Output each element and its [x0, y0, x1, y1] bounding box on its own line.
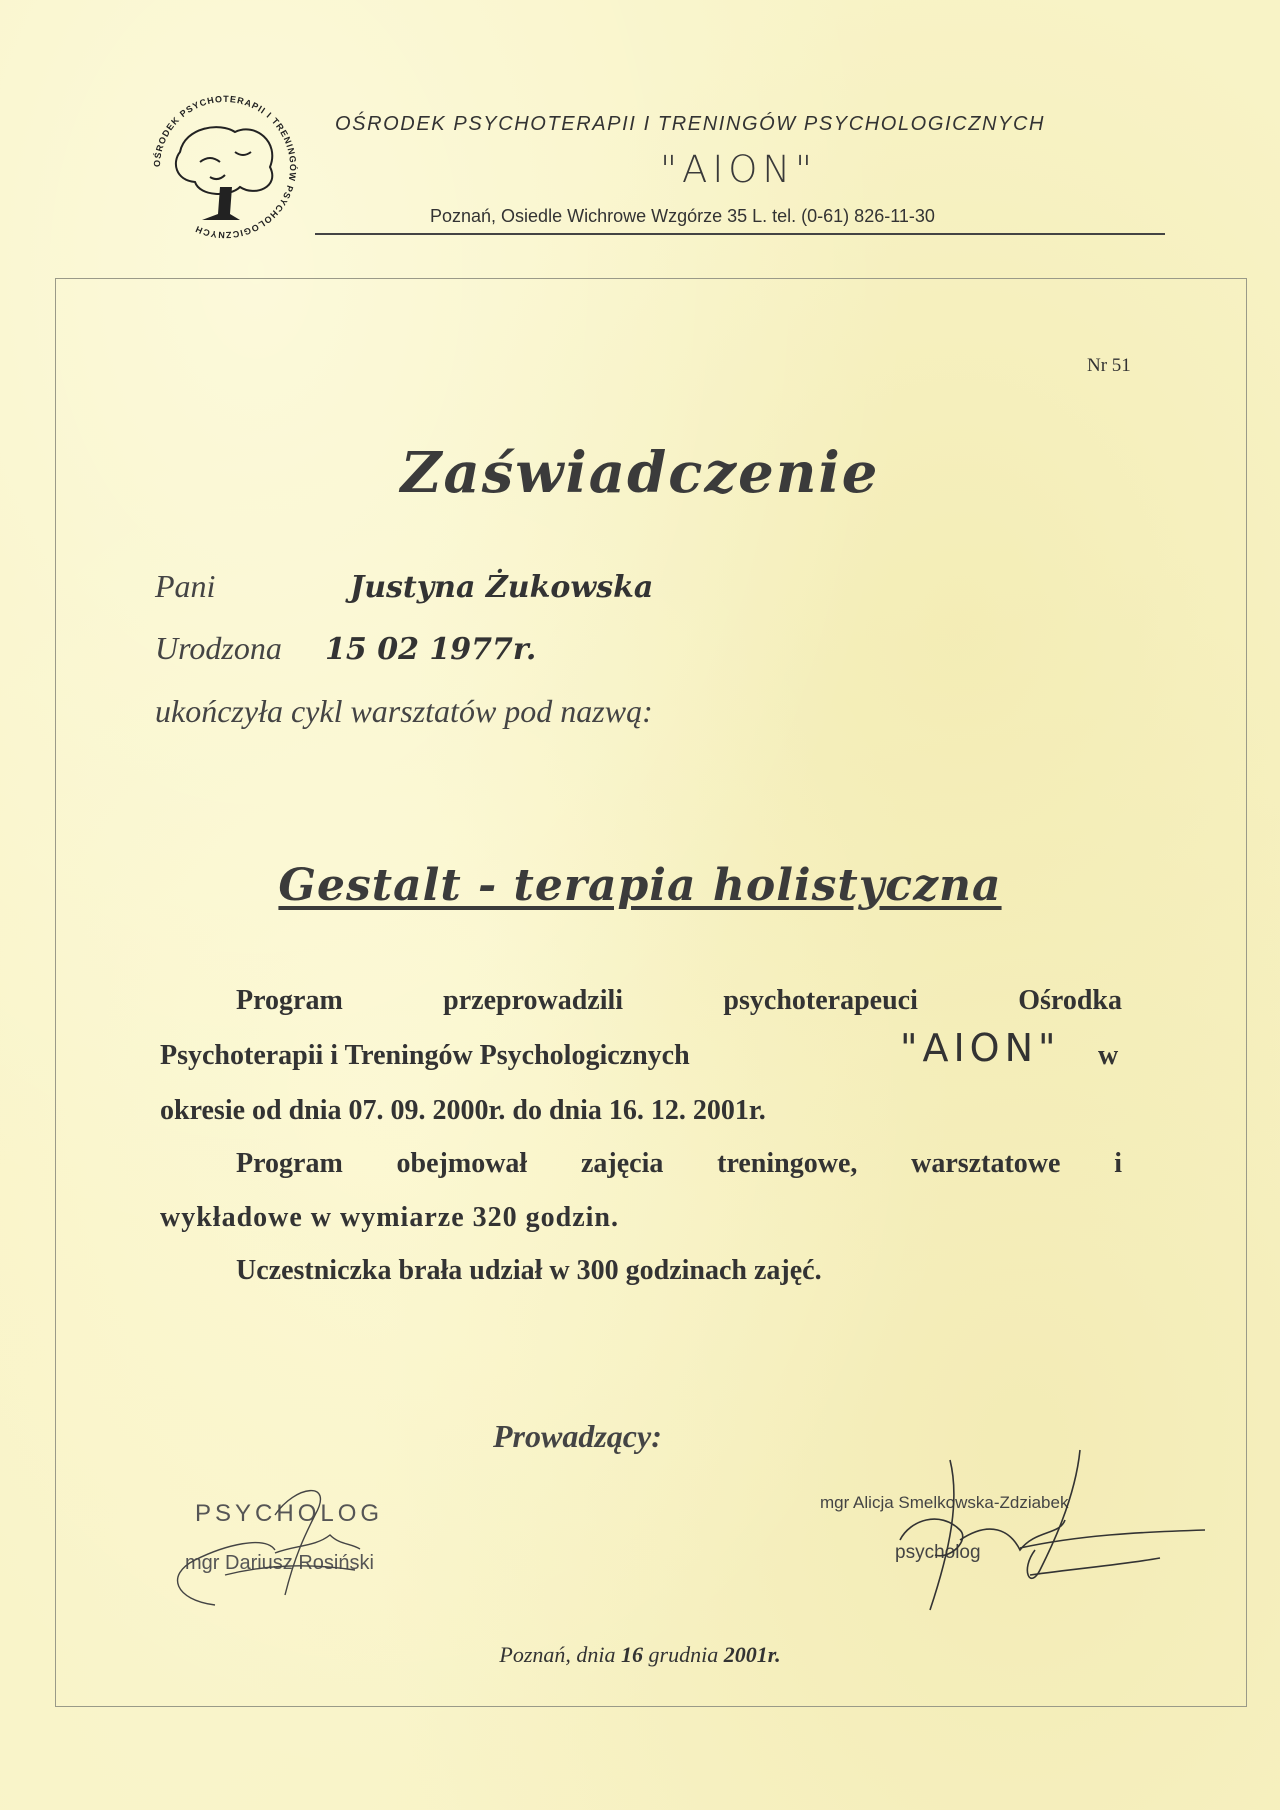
para2-word: obejmował — [396, 1148, 528, 1179]
right-stamp-name: mgr Alicja Smelkowska-Zdziabek — [820, 1493, 1069, 1512]
para1-word: Ośrodka — [1018, 985, 1122, 1016]
para1-word: psychoterapeuci — [723, 985, 918, 1016]
paragraph2-line1 — [236, 1148, 1122, 1180]
para2-word: zajęcia — [580, 1148, 664, 1179]
para1-word: przeprowadzili — [443, 985, 624, 1016]
paragraph1-line3: okresie od dnia 07. 09. 2000r. do dnia 16. 12. 2001r. — [160, 1095, 766, 1126]
right-stamp-title: psycholog — [895, 1542, 981, 1563]
certificate-title: Zaświadczenie — [400, 440, 880, 506]
logo-ring-text: OŚRODEK PSYCHOTERAPII I TRENINGÓW PSYCHOLOGICZNYCH — [151, 93, 299, 241]
footer-place: Poznań, dnia — [499, 1642, 616, 1667]
para2-word: Program — [236, 1148, 343, 1179]
paragraph2-line2: wykładowe w wymiarze 320 godzin. — [160, 1202, 619, 1233]
para2-word: warsztatowe — [911, 1148, 1061, 1179]
completed-text: ukończyła cykl warsztatów pod nazwą: — [155, 693, 653, 729]
course-name: Gestalt - terapia holistyczna — [278, 860, 1002, 911]
paragraph1-line1 — [236, 985, 1122, 1017]
right-signature-stamp — [820, 1440, 1210, 1620]
tree-logo-icon — [140, 92, 310, 242]
footer-month: grudnia — [648, 1642, 719, 1667]
para1-word: Program — [236, 985, 343, 1016]
left-signature-stamp — [155, 1475, 415, 1615]
birth-date: 15 02 1977r. — [325, 632, 537, 667]
paragraph1-aion: "AION" — [900, 1026, 1061, 1070]
pani-label: Pani — [155, 568, 216, 604]
footer-year: 2001r. — [723, 1642, 781, 1667]
certificate-number: Nr 51 — [1087, 355, 1131, 376]
issue-place-date — [0, 1642, 1280, 1668]
para2-word: i — [1114, 1148, 1122, 1179]
organization-name-aion: "AION" — [660, 148, 818, 191]
left-stamp-title: PSYCHOLOG — [195, 1500, 384, 1527]
para2-word: treningowe, — [717, 1148, 858, 1179]
recipient-name: Justyna Żukowska — [350, 570, 654, 605]
leaders-label: Prowadzący: — [493, 1418, 662, 1454]
course-name-wrap — [0, 860, 1280, 911]
organization-address: Poznań, Osiedle Wichrowe Wzgórze 35 L. tel. (0-61) 826-11-30 — [430, 206, 935, 226]
paragraph1-line2a: Psychoterapii i Treningów Psychologicznych — [160, 1040, 690, 1071]
born-label: Urodzona — [155, 630, 282, 666]
left-stamp-name: mgr Dariusz Rosiński — [185, 1552, 374, 1574]
organization-title: OŚRODEK PSYCHOTERAPII I TRENINGÓW PSYCHOLOGICZNYCH — [335, 113, 1046, 135]
paragraph1-line2b: w — [1098, 1040, 1119, 1071]
paragraph3: Uczestniczka brała udział w 300 godzinach zajęć. — [236, 1255, 822, 1286]
footer-day: 16 — [621, 1642, 644, 1667]
header-divider — [315, 233, 1165, 235]
